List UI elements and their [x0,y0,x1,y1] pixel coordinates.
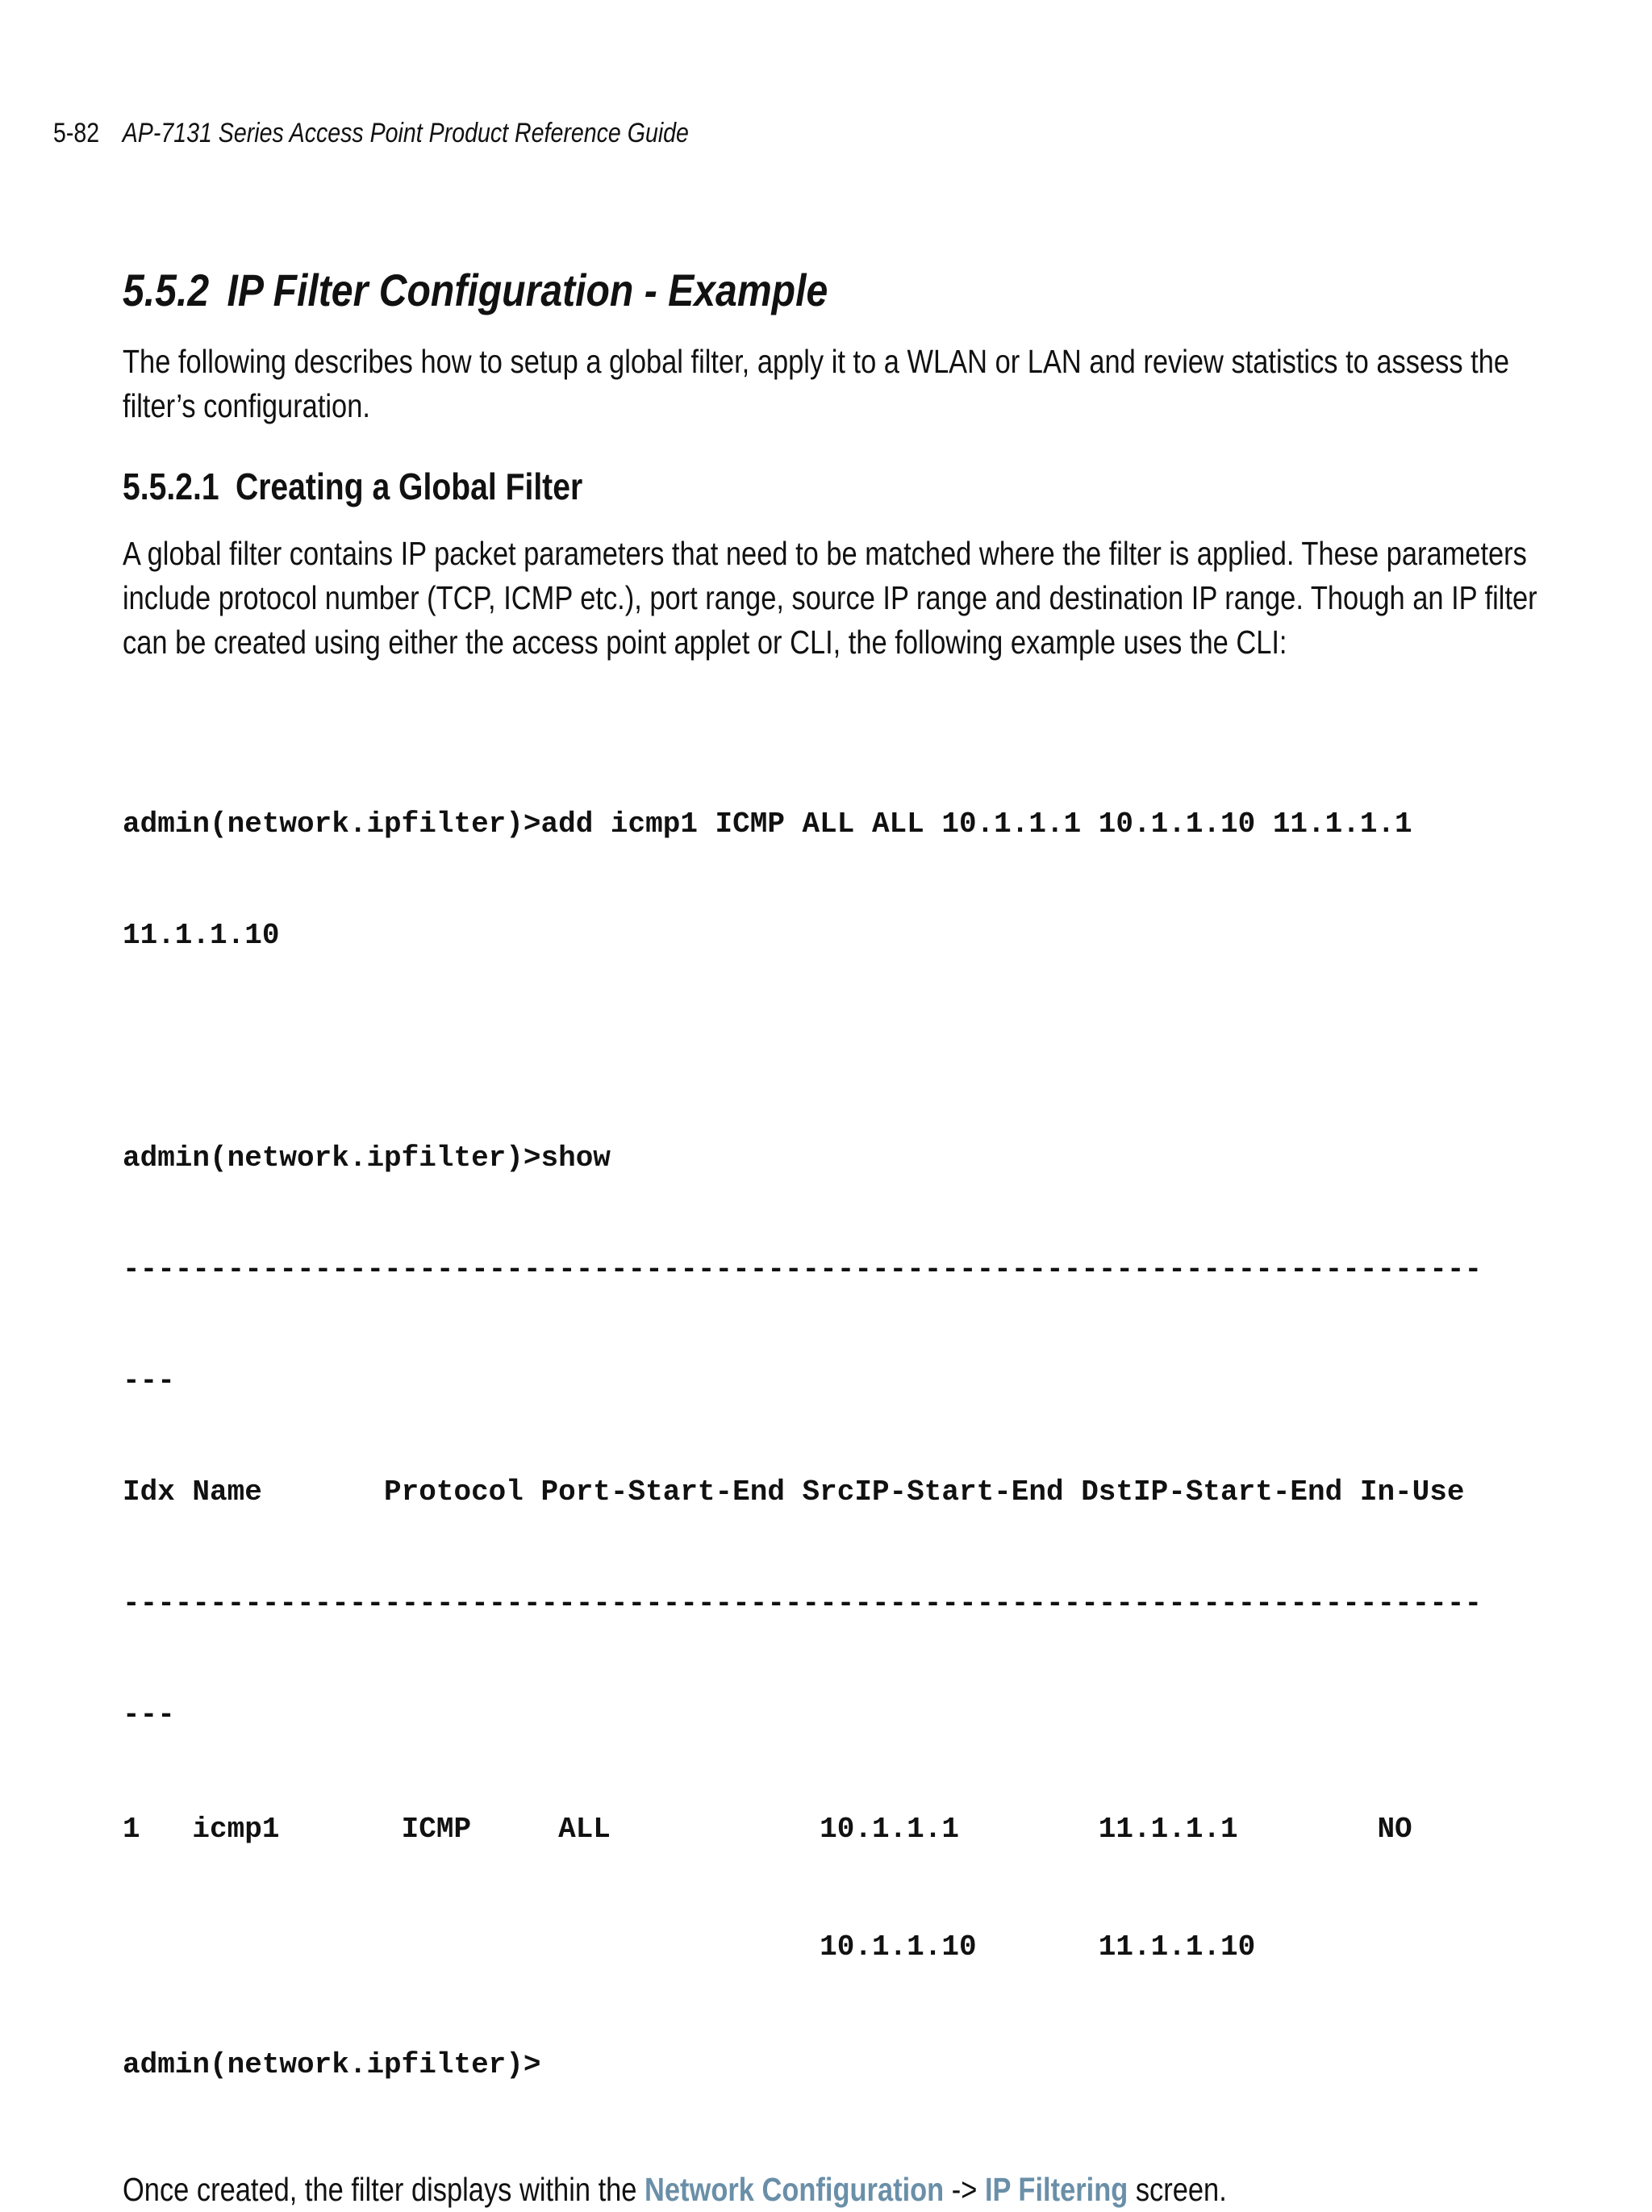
subsection-heading [123,461,1350,512]
page-number: 5-82 [53,118,100,148]
cli-rule-line: ------------------------------------------------------------------------------ [123,1587,1483,1620]
section-number: 5.5.2 [123,265,210,315]
cli-show-command: admin(network.ipfilter)>show [123,1141,611,1175]
cli-rule-line: ------------------------------------------------------------------------------ [123,1253,1483,1286]
cli-rule-line-tail: --- [123,1364,175,1397]
ip-filtering-link[interactable]: IP Filtering [984,2171,1128,2208]
intro-paragraph: The following describes how to setup a global filter, apply it to a WLAN or LAN and review statistics to assess the filter’s configuration. [123,343,1510,424]
cli-rule-line-tail: --- [123,1698,175,1731]
closing-arrow-text: -> [944,2171,985,2208]
cli-table-row: 1 icmp1 ICMP ALL 10.1.1.1 11.1.1.1 NO [123,1813,1412,1846]
cli-blank-line [123,1029,1566,1066]
cli-prompt: admin(network.ipfilter)> [123,2048,541,2081]
cli-add-command-line-1: admin(network.ipfilter)>add icmp1 ICMP ALL ALL 10.1.1.1 10.1.1.10 11.1.1.1 [123,808,1412,841]
network-configuration-link[interactable]: Network Configuration [645,2171,945,2208]
section-title: IP Filter Configuration - Example [227,265,828,315]
cli-add-command-line-2: 11.1.1.10 [123,919,280,952]
cli-table-row-continued: 10.1.1.10 11.1.1.10 [123,1930,1256,1964]
closing-text-end: screen. [1128,2171,1227,2208]
global-filter-paragraph: A global filter contains IP packet parameters that need to be matched where the filter is applied. These parameters include protocol number (TCP, ICMP etc.), port range, source IP range and destination IP range. Though an IP filter can be created using either the access point applet or CLI, the following example uses the CLI: [123,535,1537,661]
cli-table-header: Idx Name Protocol Port-Start-End SrcIP-Start-End DstIP-Start-End In-Use [123,1475,1465,1509]
subsection-number: 5.5.2.1 [123,465,219,507]
closing-paragraph [123,2168,1566,2212]
page-header [53,114,689,152]
section-heading [123,258,1364,323]
cli-example [123,732,1566,2161]
page-content [123,258,1566,2212]
guide-title: AP-7131 Series Access Point Product Reference Guide [122,118,689,148]
closing-text-start: Once created, the filter displays within the [123,2171,645,2208]
subsection-title: Creating a Global Filter [235,465,583,507]
